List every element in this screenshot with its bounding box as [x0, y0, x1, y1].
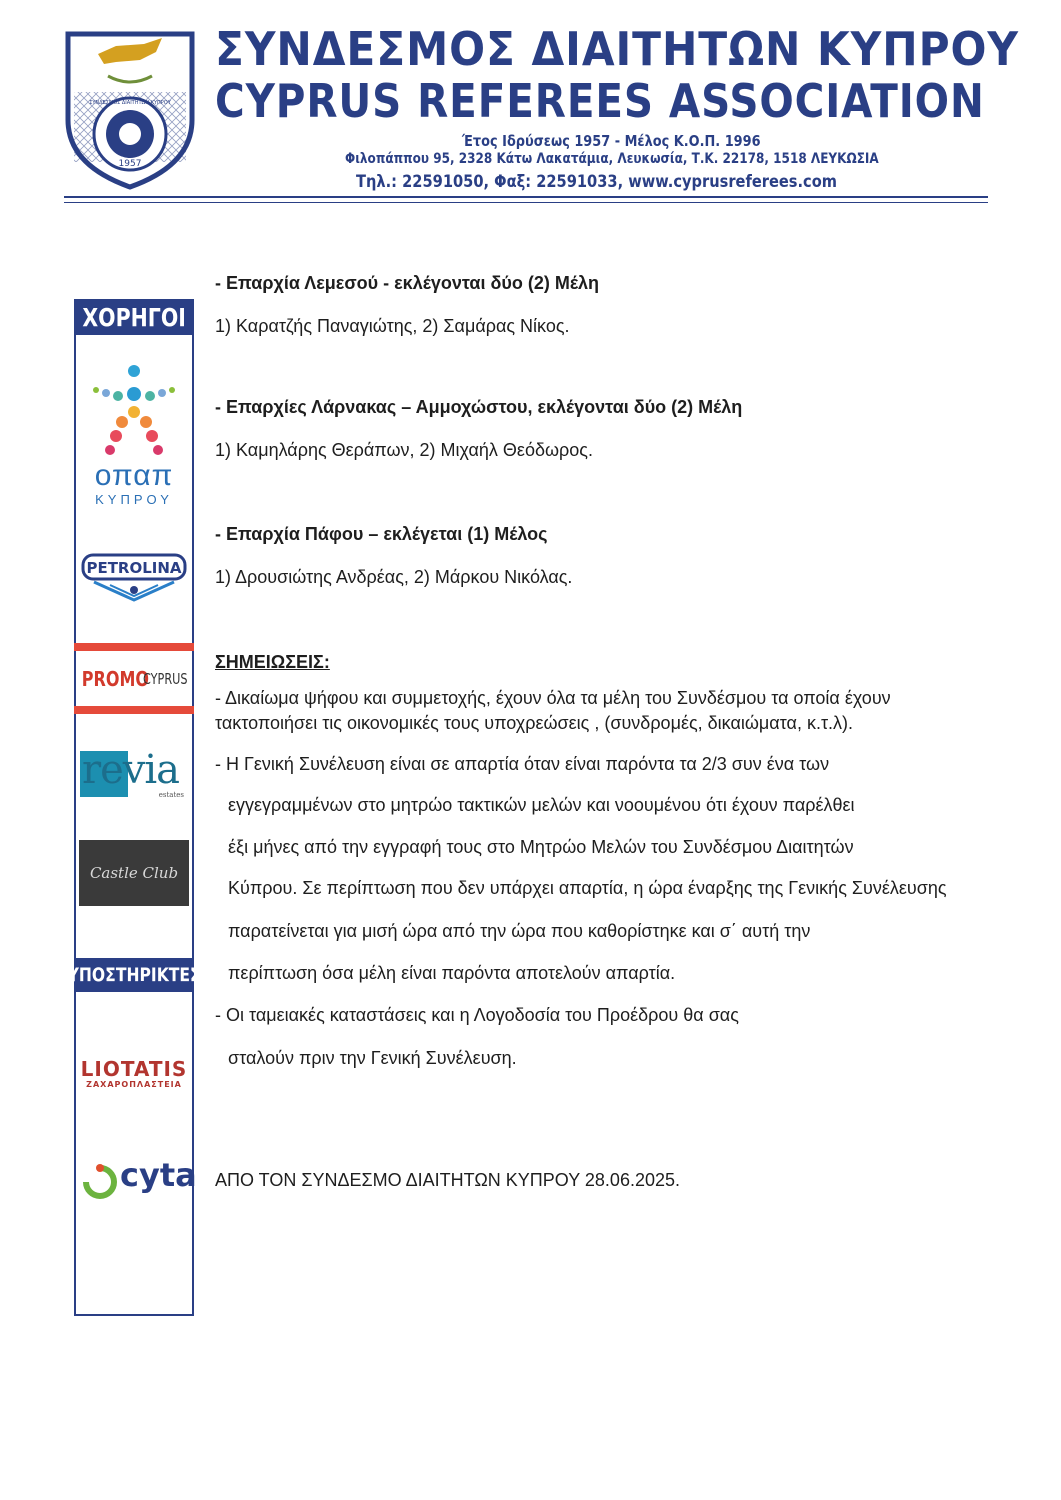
- opap-star-icon: [82, 362, 186, 457]
- note-line: - Η Γενική Συνέλευση είναι σε απαρτία όταν είναι παρόντα τα 2/3 συν ένα των: [215, 754, 830, 774]
- opap-sub: ΚΥΠΡΟΥ: [95, 492, 173, 507]
- supporters-heading: ΥΠΟΣΤΗΡΙΚΤΕΣ: [74, 958, 194, 992]
- title-greek: ΣΥΝΔΕΣΜΟΣ ΔΙΑΙΤΗΤΩΝ ΚΥΠΡΟΥ: [215, 22, 1019, 76]
- association-crest: [64, 30, 196, 190]
- note-line: παρατείνεται για μισή ώρα από την ώρα που καθορίστηκε και σ΄ αυτή την: [228, 921, 811, 941]
- opap-logo: [82, 362, 186, 507]
- liotatis-logo: [80, 1058, 188, 1092]
- castle-club-logo: [79, 840, 189, 906]
- note-line: έξι μήνες από την εγγραφή τους στο Μητρώο Μελών του Συνδέσμου Διαιτητών: [228, 837, 854, 857]
- district-limassol-members: 1) Καρατζής Παναγιώτης, 2) Σαμάρας Νίκος.: [215, 316, 570, 336]
- cyta-wordmark: cyta: [120, 1156, 197, 1194]
- signature-line: ΑΠΟ ΤΟΝ ΣΥΝΔΕΣΜΟ ΔΙΑΙΤΗΤΩΝ ΚΥΠΡΟΥ 28.06.2025.: [215, 1170, 681, 1190]
- header-rule-thin: [64, 202, 988, 203]
- district-limassol-heading: - Επαρχία Λεμεσού - εκλέγονται δύο (2) Μέλη: [215, 273, 599, 293]
- petrolina-logo: [80, 552, 188, 604]
- note-line: Κύπρου. Σε περίπτωση που δεν υπάρχει απαρτία, η ώρα έναρξης της Γενικής Συνέλευσης: [228, 878, 947, 898]
- revia-wordmark: revia: [82, 747, 180, 793]
- note-line: περίπτωση όσα μέλη είναι παρόντα αποτελούν απαρτία.: [228, 963, 676, 983]
- contact-line: Τηλ.: 22591050, Φαξ: 22591033, www.cyprusreferees.com: [356, 172, 837, 192]
- header-rule: [64, 196, 988, 198]
- crest-ring-text: ΣΥΝΔΕΣΜΟΣ ΔΙΑΙΤΗΤΩΝ ΚΥΠΡΟΥ: [89, 100, 171, 106]
- sponsors-heading: ΧΟΡΗΓΟΙ: [74, 299, 194, 335]
- notes-heading: ΣΗΜΕΙΩΣΕΙΣ:: [215, 652, 330, 672]
- castle-club-wordmark: Castle Club: [89, 864, 179, 882]
- crest-year: 1957: [118, 159, 142, 169]
- note-line: - Δικαίωμα ψήφου και συμμετοχής, έχουν όλα τα μέλη του Συνδέσμου τα οποία έχουν: [215, 688, 891, 708]
- note-line: σταλούν πριν την Γενική Συνέλευση.: [228, 1048, 517, 1068]
- note-line: εγγεγραμμένων στο μητρώο τακτικών μελών και νοουμένου ότι έχουν παρέλθει: [228, 795, 855, 815]
- founded-line: Έτος Ιδρύσεως 1957 - Μέλος Κ.Ο.Π. 1996: [462, 132, 761, 150]
- cyta-swirl-icon: [80, 1160, 120, 1200]
- note-line: τακτοποιήσει τις οικονομικές τους υποχρεώσεις , (συνδρομές, δικαιώματα, κ.τ.λ).: [215, 713, 854, 733]
- district-larnaca-heading: - Επαρχίες Λάρνακας – Αμμοχώστου, εκλέγονται δύο (2) Μέλη: [215, 397, 743, 417]
- petrolina-wordmark: PETROLINA: [86, 559, 182, 577]
- liotatis-sub: ΖΑΧΑΡΟΠΛΑΣΤΕΙΑ: [86, 1080, 182, 1089]
- title-english: CYPRUS REFEREES ASSOCIATION: [215, 74, 985, 128]
- revia-logo: [80, 747, 188, 799]
- district-paphos-heading: - Επαρχία Πάφου – εκλέγεται (1) Μέλος: [215, 524, 548, 544]
- address-line: Φιλοπάππου 95, 2328 Κάτω Λακατάμια, Λευκωσία, Τ.Κ. 22178, 1518 ΛΕΥΚΩΣΙΑ: [345, 151, 879, 167]
- liotatis-wordmark: LIOTATIS: [80, 1057, 188, 1081]
- promo-cyprus-logo: [74, 643, 194, 715]
- note-line: - Οι ταμειακές καταστάσεις και η Λογοδοσία του Προέδρου θα σας: [215, 1005, 739, 1025]
- revia-sub: estates: [158, 791, 184, 799]
- cyta-logo: [80, 1156, 197, 1200]
- cyprus-word: CYPRUS: [143, 669, 188, 688]
- district-larnaca-members: 1) Καμηλάρης Θεράπων, 2) Μιχαήλ Θεόδωρος.: [215, 440, 593, 460]
- district-paphos-members: 1) Δρουσιώτης Ανδρέας, 2) Μάρκου Νικόλας.: [215, 567, 573, 587]
- opap-wordmark: οπαπ: [94, 459, 174, 492]
- promo-word: PROMO: [82, 666, 150, 691]
